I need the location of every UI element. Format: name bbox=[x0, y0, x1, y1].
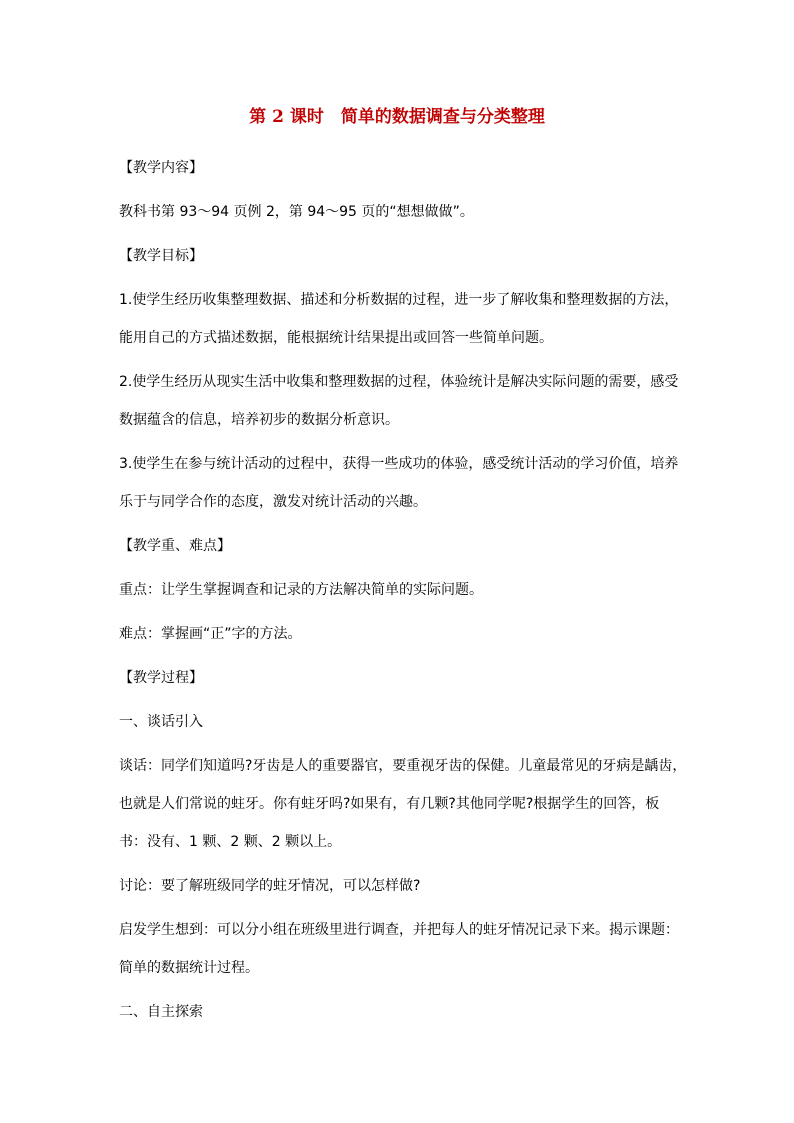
paragraph-goal-3: 3.使学生在参与统计活动的过程中，获得一些成功的体验，感受统计活动的学习价值，培养乐于与同学合作的态度，激发对统计活动的兴趣。 bbox=[119, 456, 679, 510]
paragraph-textbook-pages: 教科书第 93～94 页例 2，第 94～95 页的“想想做做”。 bbox=[119, 204, 474, 220]
paragraph-goal-2: 2.使学生经历从现实生活中收集和整理数据的过程，体验统计是解决实际问题的需要，感受数据蕴含的信息，培养初步的数据分析意识。 bbox=[119, 374, 679, 428]
paragraph-dialogue: 谈话：同学们知道吗?牙齿是人的重要器官，要重视牙齿的保健。儿童最常见的牙病是龋齿，也就是人们常说的蛀牙。你有蛀牙吗?如果有，有几颗?其他同学呢?根据学生的回答，板书：没有、1 颗、2 颗、2 颗以上。 bbox=[119, 758, 687, 850]
section-heading-key-points: 【教学重、难点】 bbox=[119, 538, 231, 554]
document-title: 第 2 课时 简单的数据调查与分类整理 bbox=[249, 107, 545, 127]
section-heading-process: 【教学过程】 bbox=[119, 670, 203, 686]
subheading-introduction: 一、谈话引入 bbox=[119, 714, 203, 730]
paragraph-discussion: 讨论：要了解班级同学的蛀牙情况，可以怎样做? bbox=[119, 878, 421, 894]
section-heading-content: 【教学内容】 bbox=[119, 160, 203, 176]
document-body bbox=[119, 156, 687, 1044]
paragraph-inspire: 启发学生想到：可以分小组在班级里进行调查，并把每人的蛀牙情况记录下来。揭示课题：简单的数据统计过程。 bbox=[119, 922, 679, 976]
paragraph-key-point: 重点：让学生掌握调查和记录的方法解决简单的实际问题。 bbox=[119, 582, 483, 598]
section-heading-goals: 【教学目标】 bbox=[119, 248, 203, 264]
subheading-exploration: 二、自主探索 bbox=[119, 1004, 203, 1020]
paragraph-difficult-point: 难点：掌握画“正”字的方法。 bbox=[119, 626, 302, 642]
paragraph-goal-1: 1.使学生经历收集整理数据、描述和分析数据的过程，进一步了解收集和整理数据的方法，能用自己的方式描述数据，能根据统计结果提出或回答一些简单问题。 bbox=[119, 292, 679, 346]
